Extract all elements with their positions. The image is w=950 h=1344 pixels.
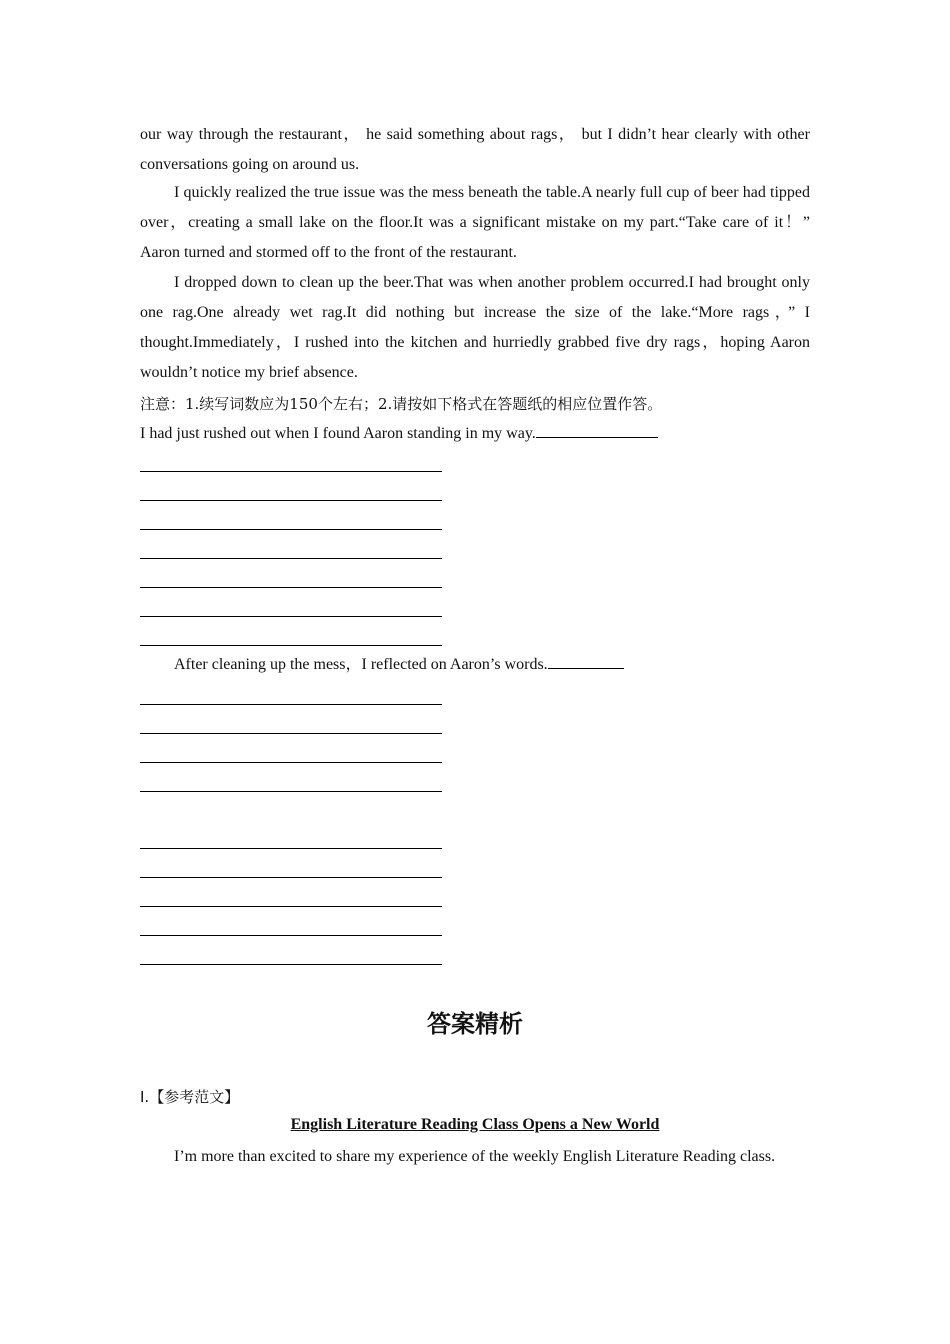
continuation-prompt-1 — [140, 419, 810, 449]
story-paragraph-2: I quickly realized the true issue was the mess beneath the table.A nearly full cup of beer had tipped over，creating a small lake on the floor.It was a significant mistake on my part.“Take care of it！” Aaron turned and stormed off to the front of the restaurant. — [140, 184, 810, 261]
answer-line[interactable] — [140, 906, 442, 907]
answer-line[interactable] — [140, 529, 442, 530]
essay-title: English Literature Reading Class Opens a New World — [290, 1116, 660, 1133]
answer-line[interactable] — [140, 964, 442, 965]
prompt-2-text: After cleaning up the mess，I reflected on Aaron’s words. — [174, 656, 548, 673]
section-label: Ⅰ.【参考范文】 — [140, 1088, 240, 1106]
answer-line[interactable] — [140, 733, 442, 734]
answer-line[interactable] — [140, 762, 442, 763]
story-paragraph-3: I dropped down to clean up the beer.That was when another problem occurred.I had brought only one rag.One already wet rag.It did nothing but increase the size of the lake.“More rags，” I thought.Immediately，I rushed into the kitchen and hurriedly grabbed five dry rags，hoping Aaron wouldn’t notice my brief absence. — [140, 274, 811, 381]
story-paragraph-1: our way through the restaurant， he said something about rags， but I didn’t hear clearly with other conversations going on around us. — [140, 126, 810, 173]
prompt-1-text: I had just rushed out when I found Aaron standing in my way. — [140, 425, 536, 442]
answer-line[interactable] — [140, 558, 442, 559]
continuation-prompt-2 — [140, 650, 810, 680]
answer-line[interactable] — [140, 877, 442, 878]
writing-instructions: 注意：1.续写词数应为150个左右；2.请按如下格式在答题纸的相应位置作答。 — [140, 395, 663, 413]
answer-line[interactable] — [140, 704, 442, 705]
answer-line[interactable] — [140, 791, 442, 792]
answer-line[interactable] — [140, 471, 442, 472]
answer-line[interactable] — [140, 616, 442, 617]
prompt-1-blank[interactable] — [536, 423, 658, 438]
answer-line[interactable] — [140, 500, 442, 501]
answer-line[interactable] — [140, 645, 442, 646]
answer-analysis-heading: 答案精析 — [427, 1010, 523, 1038]
essay-paragraph-1: I’m more than excited to share my experience of the weekly English Literature Reading class. — [174, 1148, 776, 1165]
answer-line[interactable] — [140, 935, 442, 936]
answer-line[interactable] — [140, 848, 442, 849]
prompt-2-blank[interactable] — [548, 654, 624, 669]
answer-line[interactable] — [140, 587, 442, 588]
